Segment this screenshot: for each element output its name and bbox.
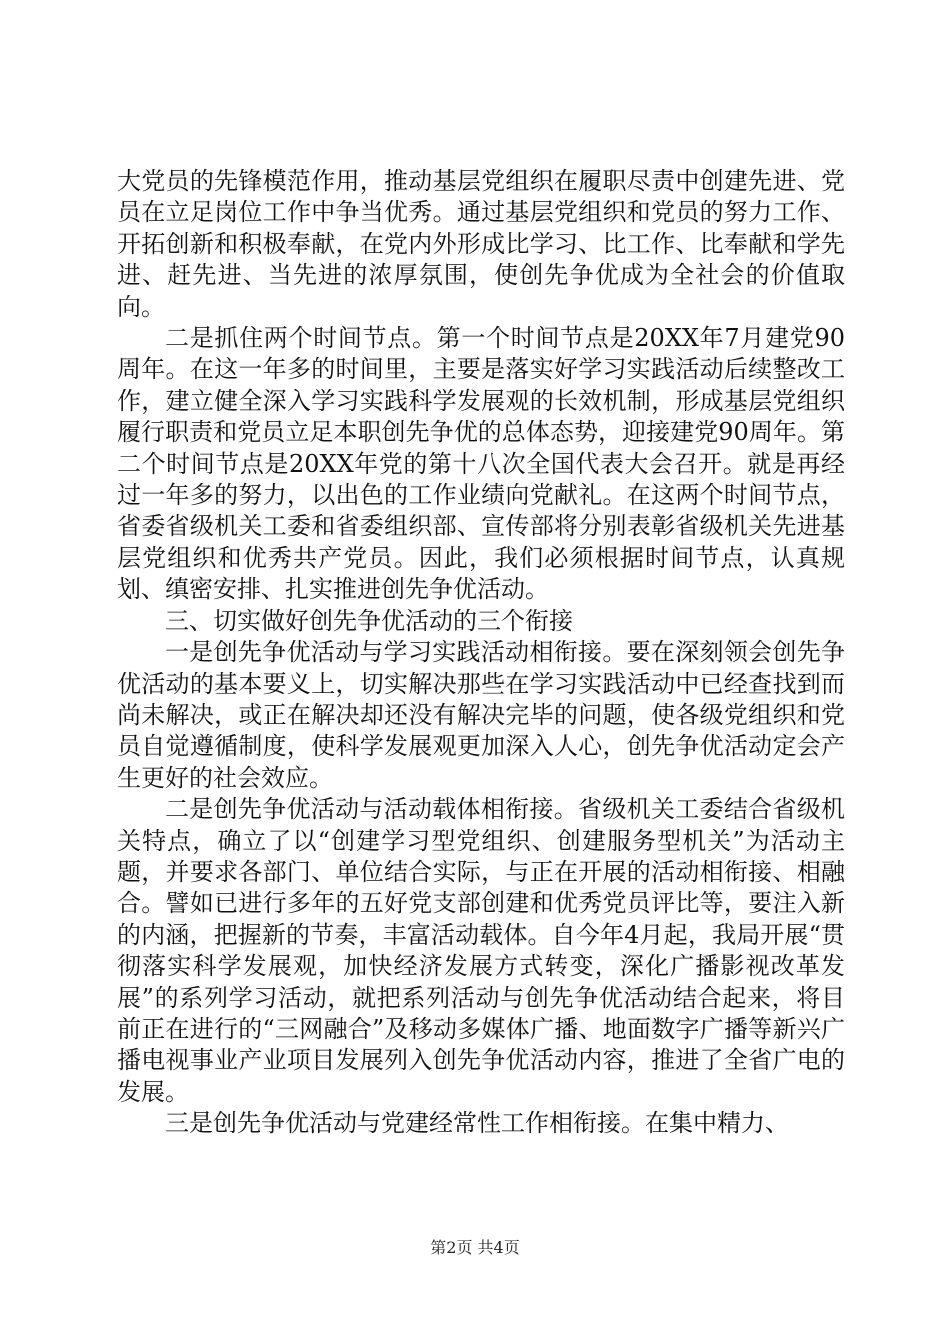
paragraph-3: 一是创先争优活动与学习实践活动相衔接。要在深刻领会创先争优活动的基本要义上，切实解决那些在学习实践活动中已经查找到而尚未解决，或正在解决却还没有解决完毕的问题，使各级党组织和党员自觉遵循制度，使科学发展观更加深入人心，创先争优活动定会产生更好的社会效应。 <box>117 638 845 792</box>
paragraph-4: 二是创先争优活动与活动载体相衔接。省级机关工委结合省级机关特点，确立了以“创建学习型党组织、创建服务型机关”为活动主题，并要求各部门、单位结合实际，与正在开展的活动相衔接、相融合。譬如已进行多年的五好党支部创建和优秀党员评比等，要注入新的内涵，把握新的节奏，丰富活动载体。自今年4月起，我局开展“贯彻落实科学发展观，加快经济发展方式转变，深化广播影视改革发展”的系列学习活动，就把系列活动与创先争优活动结合起来，将目前正在进行的“三网融合”及移动多媒体广播、地面数字广播等新兴广播电视事业产业项目发展列入创先争优活动内容，推进了全省广电的发展。 <box>117 795 845 1106</box>
section-heading: 三、切实做好创先争优活动的三个衔接 <box>165 606 573 635</box>
document-body <box>117 166 845 1140</box>
paragraph-5: 三是创先争优活动与党建经常性工作相衔接。在集中精力、 <box>165 1109 789 1138</box>
paragraph-1: 大党员的先锋模范作用，推动基层党组织在履职尽责中创建先进、党员在立足岗位工作中争当优秀。通过基层党组织和党员的努力工作、开拓创新和积极奉献，在党内外形成比学习、比工作、比奉献和学先进、赶先进、当先进的浓厚氛围，使创先争优成为全社会的价值取向。 <box>117 167 845 321</box>
page-footer: 第2页 共4页 <box>430 1238 520 1257</box>
paragraph-2: 二是抓住两个时间节点。第一个时间节点是20XX年7月建党90周年。在这一年多的时间里，主要是落实好学习实践活动后续整改工作，建立健全深入学习实践科学发展观的长效机制，形成基层党组织履行职责和党员立足本职创先争优的总体态势，迎接建党90周年。第二个时间节点是20XX年党的第十八次全国代表大会召开。就是再经过一年多的努力，以出色的工作业绩向党献礼。在这两个时间节点，省委省级机关工委和省委组织部、宣传部将分别表彰省级机关先进基层党组织和优秀共产党员。因此，我们必须根据时间节点，认真规划、缜密安排、扎实推进创先争优活动。 <box>117 324 845 604</box>
